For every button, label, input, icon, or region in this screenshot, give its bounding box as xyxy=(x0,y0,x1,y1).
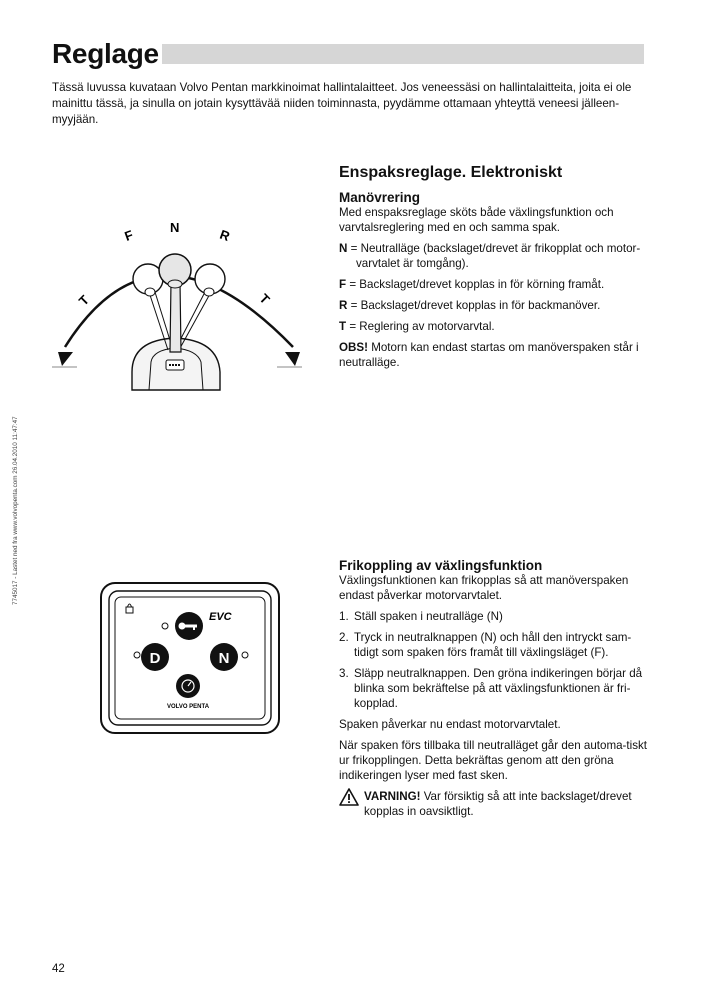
definition-r: R = Backslaget/drevet kopplas in för backmanöver. xyxy=(339,299,601,312)
label-t-left: T xyxy=(75,292,93,309)
warning-triangle-icon xyxy=(339,788,359,806)
section2-para2: När spaken förs tillbaka till neutralläget går den automa-tiskt ur frikopplingen. Detta bekräftas genom att den gröna indikeringen lyser med fast sken. xyxy=(339,739,648,782)
brand-label: VOLVO PENTA xyxy=(166,704,210,710)
warning-note: VARNING! Var försiktig så att inte backslaget/drevet kopplas in oavsiktligt. xyxy=(339,789,651,819)
arrow-left-icon xyxy=(58,352,73,366)
label-t-right: T xyxy=(256,290,273,308)
definition-n: N = Neutralläge (backslaget/drevet är frikopplat och motor-varvtalet är tomgång). xyxy=(339,242,641,270)
section-single-lever xyxy=(339,165,651,370)
section2-lead: Växlingsfunktionen kan frikopplas så att manöverspaken endast påverkar motorvarvtalet. xyxy=(339,574,629,602)
step-3: 3. Släpp neutralknappen. Den gröna indikeringen börjar då blinka som bekräftelse på att växlingsfunktionen är fri-kopplad. xyxy=(339,667,643,710)
arrow-right-icon xyxy=(285,352,300,366)
step-1: 1. Ställ spaken i neutralläge (N) xyxy=(339,610,503,623)
indicator-d xyxy=(134,652,140,658)
single-lever-control-illustration xyxy=(45,212,315,397)
step-2: 2. Tryck in neutralknappen (N) och håll den intryckt sam-tidigt som spaken förs framåt till växlingsläget (F). xyxy=(339,631,632,659)
definition-t: T = Reglering av motorvarvtal. xyxy=(339,320,495,333)
indicator-top-left xyxy=(162,623,168,629)
definition-f: F = Backslaget/drevet kopplas in för körning framåt. xyxy=(339,278,605,291)
title-rule-bar xyxy=(162,44,644,64)
page-number: 42 xyxy=(52,963,65,975)
download-stamp: 7745017 - Lastet ned fra www.volvopenta.com 26.04.2010 11:47:47 xyxy=(12,416,19,605)
label-r: R xyxy=(217,226,232,245)
section1-lead: Med enspaksreglage sköts både växlingsfunktion och varvtalsreglering med en och samma spak. xyxy=(339,206,614,234)
section1-title: Enspaksreglage. Elektroniskt xyxy=(339,164,563,181)
section-disengage xyxy=(339,558,651,819)
d-label: D xyxy=(149,650,161,667)
n-label: N xyxy=(218,650,230,667)
section1-subtitle: Manövrering xyxy=(339,190,421,205)
evc-control-panel-illustration xyxy=(100,582,280,734)
evc-label: EVC xyxy=(209,611,232,623)
label-f: F xyxy=(122,227,136,244)
label-n: N xyxy=(170,220,180,235)
page-title: Reglage xyxy=(52,38,159,69)
intro-paragraph: Tässä luvussa kuvataan Volvo Pentan markkinoimat hallintalaitteet. Jos veneessäsi on hallintalaitteita, joita ei ole mainittu tässä, ja sinulla on jotain kysyttävää niiden toiminnasta, pyydämme ottamaan yhteyttä veneesi jälleen-myyjään. xyxy=(52,81,632,126)
indicator-n xyxy=(242,652,248,658)
section1-note: OBS! Motorn kan endast startas om manöverspaken står i neutralläge. xyxy=(339,341,639,369)
section2-title: Frikoppling av växlingsfunktion xyxy=(339,558,543,573)
section2-para1: Spaken påverkar nu endast motorvarvtalet. xyxy=(339,718,561,731)
